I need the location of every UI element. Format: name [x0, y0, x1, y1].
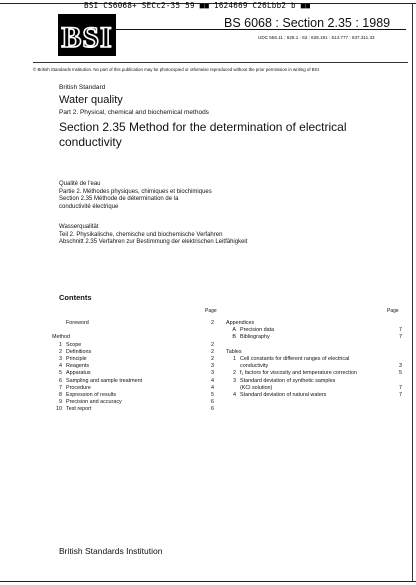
- contents-entry: [226, 327, 402, 334]
- entry-page: 2: [211, 341, 214, 348]
- entry-number: 9: [59, 399, 62, 406]
- page-column-header-left: Page: [205, 308, 217, 314]
- page-column-header-right: Page: [387, 308, 399, 314]
- entry-page: 2: [211, 348, 214, 355]
- entry-label: conductivity: [240, 363, 269, 370]
- entry-label: (KCl solution): [240, 384, 273, 391]
- entry-number: 6: [59, 377, 62, 384]
- french-line: Qualité de l'eau: [59, 181, 101, 187]
- entry-label: Precision and accuracy: [66, 399, 122, 406]
- entry-number: B: [232, 334, 236, 341]
- entry-label: Scope: [66, 341, 82, 348]
- contents-section-heading: [226, 320, 402, 327]
- contents-entry: [52, 370, 214, 377]
- entry-page: 7: [399, 334, 402, 341]
- contents-entry: [226, 334, 402, 341]
- entry-number: A: [232, 327, 236, 334]
- scan-border-line-right: [412, 3, 413, 582]
- entry-label: Principle: [66, 355, 87, 362]
- contents-entry: [52, 349, 214, 356]
- catalogue-code: BSI CS6068+ SECc2-35 59 ■■ 1624669 C26Lbb2 b ■■: [84, 1, 311, 10]
- entry-label: Reagents: [66, 363, 90, 370]
- entry-page: 7: [399, 384, 402, 391]
- entry-number: 5: [59, 370, 62, 377]
- entry-number: 10: [56, 406, 62, 413]
- entry-page: 3: [399, 363, 402, 370]
- french-line: Partie 2. Méthodes physiques, chimiques et biochimiques: [59, 188, 212, 195]
- entry-page: 4: [211, 377, 214, 384]
- contents-list-right: [226, 320, 402, 399]
- contents-heading: Contents: [59, 293, 92, 302]
- entry-label: Apparatus: [66, 370, 91, 377]
- entry-label: f₁ factors for viscosity and temperature correction: [240, 370, 357, 377]
- copyright-notice: © British Standards Institution. No part of this publication may be photocopied or otherwise reproduced without the prior permission in writing of BSI: [33, 67, 319, 72]
- section-title: Section 2.35 Method for the determination of electrical conductivity: [59, 120, 347, 149]
- udc-code: UDC 556.11 : 628.1 : 63 : 628.191 : 614.777 : 537.311.33: [258, 35, 375, 40]
- part-title: Part 2. Physical, chemical and biochemical methods: [59, 109, 209, 116]
- contents-entry: [52, 399, 214, 406]
- entry-page: 6: [211, 399, 214, 406]
- standard-number: BS 6068 : Section 2.35 : 1989: [224, 16, 391, 30]
- contents-entry: [52, 385, 214, 392]
- entry-page: 2: [211, 320, 214, 326]
- german-line: Abschnitt 2.35 Verfahren zur Bestimmung der elektrischen Leitfähigkeit: [59, 239, 248, 246]
- contents-section-heading: [52, 334, 214, 341]
- french-line: Section 2.35 Méthode de détermination de la: [59, 196, 179, 203]
- svg-text:BSI: BSI: [61, 21, 113, 54]
- entry-label: Standard deviation of natural waters: [240, 391, 327, 398]
- entry-page: 5: [211, 391, 214, 398]
- contents-list-left: [52, 320, 214, 413]
- entry-label: Precision data: [240, 327, 275, 334]
- entry-page: 2: [211, 355, 214, 362]
- british-standard-label: British Standard: [59, 84, 106, 91]
- entry-label: Definitions: [66, 348, 92, 355]
- entry-number: 8: [59, 391, 62, 398]
- entry-page: 6: [211, 406, 214, 413]
- contents-entry: [52, 378, 214, 385]
- contents-entry: [226, 385, 402, 392]
- entry-number: 1: [233, 355, 236, 362]
- contents-entry: [52, 363, 214, 370]
- contents-entry: [52, 356, 214, 363]
- entry-page: 3: [211, 370, 214, 377]
- entry-page: 7: [399, 391, 402, 398]
- entry-number: 3: [59, 355, 62, 362]
- scan-border-line-bottom: [0, 581, 416, 582]
- entry-label: Test report: [66, 406, 92, 413]
- contents-spacer: [226, 342, 402, 349]
- bsi-logo: [58, 14, 116, 56]
- entry-number: 2: [59, 348, 62, 355]
- contents-entry: [52, 342, 214, 349]
- contents-entry: [226, 392, 402, 399]
- contents-entry: [226, 370, 402, 377]
- german-line: Wasserqualität: [59, 224, 99, 230]
- contents-entry: [226, 363, 402, 370]
- notice-rule: [33, 62, 408, 63]
- entry-page: 5: [399, 370, 402, 377]
- entry-page: 7: [399, 327, 402, 334]
- entry-label: Procedure: [66, 384, 91, 391]
- contents-entry: [226, 356, 402, 363]
- entry-label: Standard deviation of synthetic samples: [240, 377, 336, 384]
- entry-page: 4: [211, 384, 214, 391]
- entry-label: Foreword: [66, 320, 89, 326]
- entry-number: 1: [59, 341, 62, 348]
- contents-heading-text: Appendices: [226, 320, 255, 326]
- publisher-footer: British Standards Institution: [59, 546, 163, 556]
- entry-number: 4: [59, 363, 62, 370]
- contents-entry: [52, 320, 214, 327]
- contents-entry: [226, 378, 402, 385]
- french-titles: [59, 181, 212, 211]
- entry-number: 3: [233, 377, 236, 384]
- contents-heading-text: Tables: [226, 348, 242, 355]
- document-title: Water quality: [59, 94, 123, 106]
- entry-number: 2: [233, 370, 236, 377]
- french-line: conductivité électrique: [59, 203, 119, 210]
- contents-entry: [52, 406, 214, 413]
- german-line: Teil 2. Physikalische, chemische und biochemische Verfahren: [59, 231, 223, 238]
- contents-heading-text: Method: [52, 334, 70, 341]
- german-titles: [59, 224, 247, 247]
- contents-section-heading: [226, 349, 402, 356]
- contents-entry: [52, 392, 214, 399]
- entry-number: 4: [233, 391, 236, 398]
- entry-page: 3: [211, 363, 214, 370]
- entry-label: Sampling and sample treatment: [66, 377, 143, 384]
- entry-label: Cell constants for different ranges of electrical: [240, 355, 350, 362]
- entry-number: 7: [59, 384, 62, 391]
- contents-spacer: [52, 327, 214, 334]
- entry-label: Bibliography: [240, 334, 270, 341]
- entry-label: Expression of results: [66, 391, 117, 398]
